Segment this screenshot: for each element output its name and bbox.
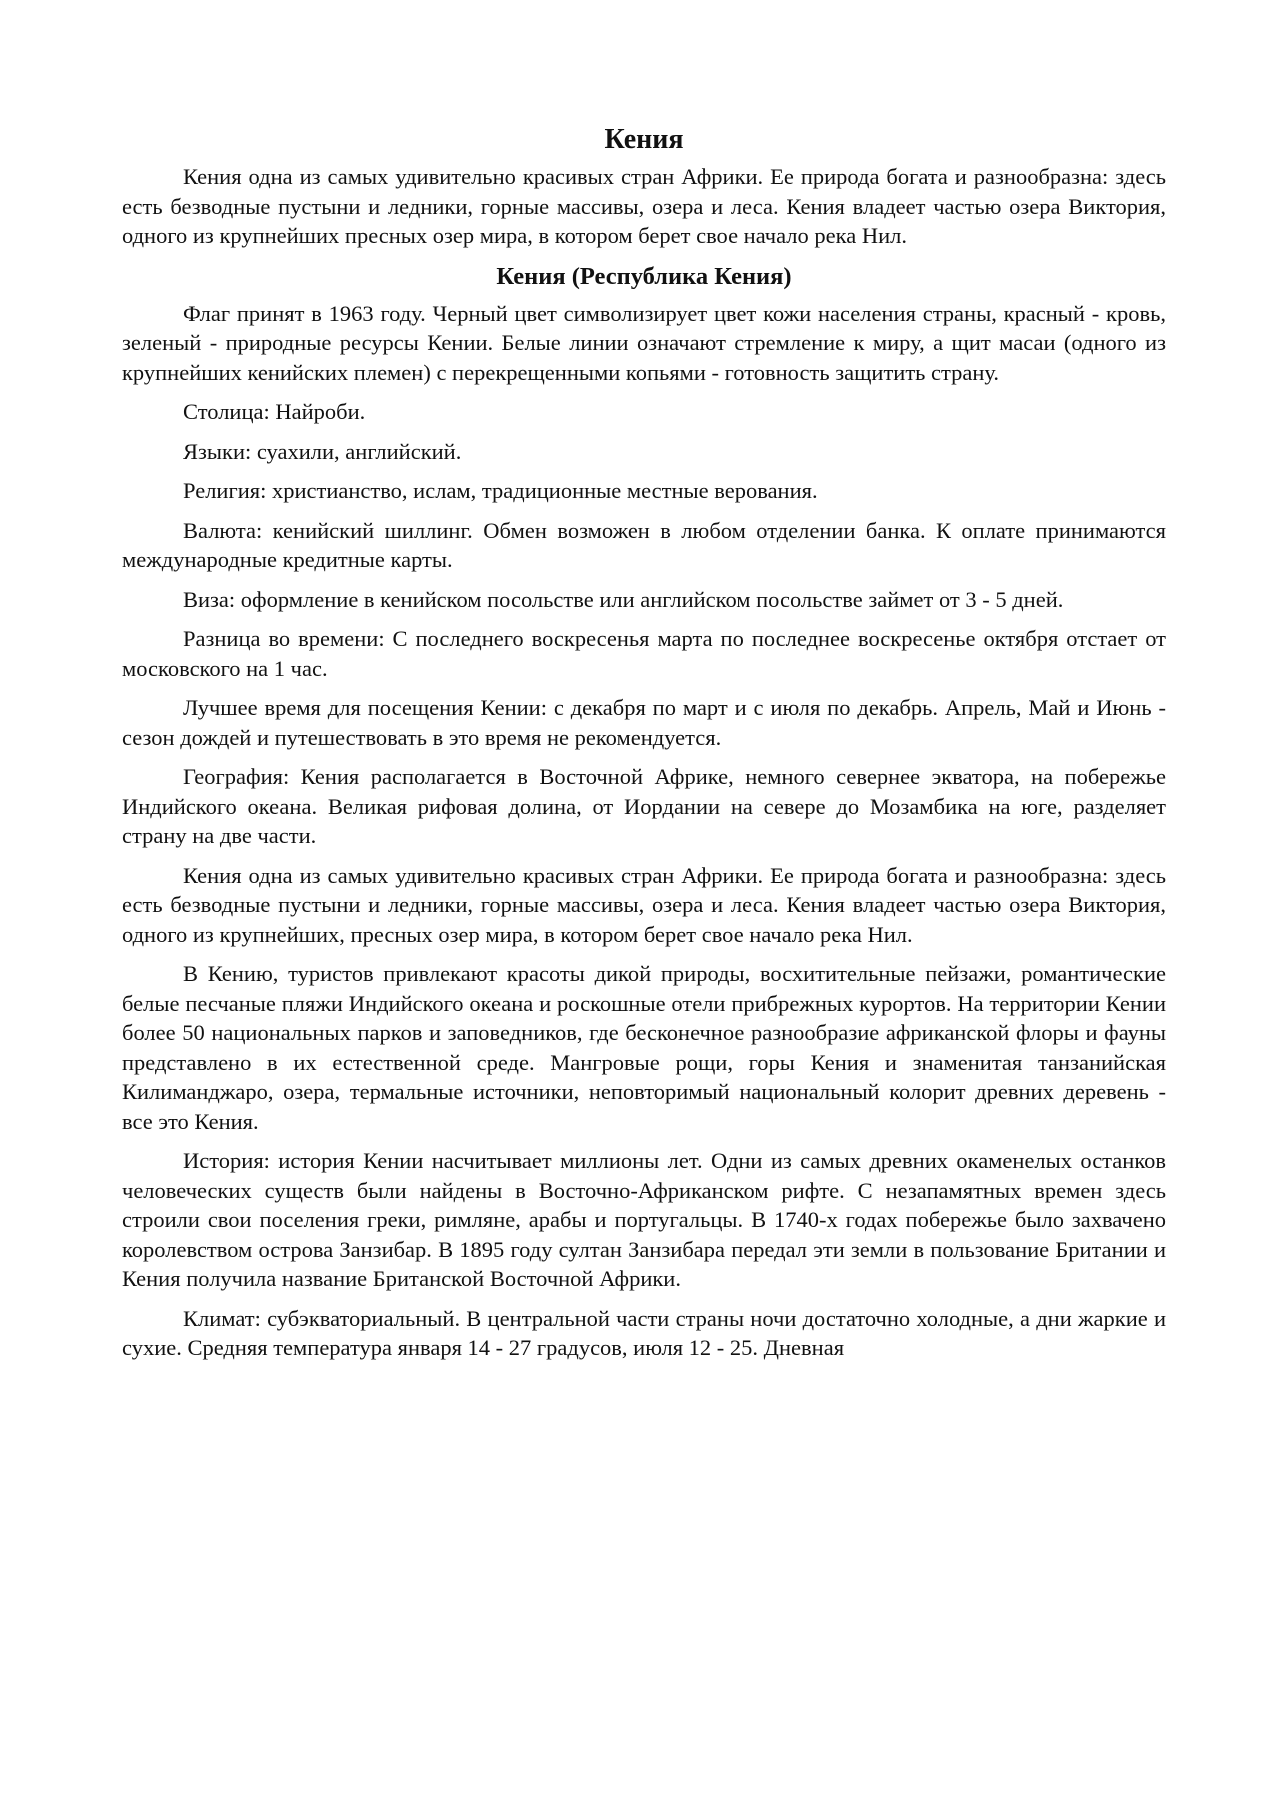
document-subtitle: Кения (Республика Кения): [496, 262, 792, 290]
paragraph-history: История: история Кении насчитывает миллионы лет. Одни из самых древних окаменелых останков человеческих существ были найдены в Восточно-Африканском рифте. С незапамятных времен здесь строили свои поселения греки, римляне, арабы и португальцы. В 1740-х годах побережье было захвачено королевством острова Занзибар. В 1895 году султан Занзибара передал эти земли в пользование Британии и Кения получила название Британской Восточной Африки.: [122, 1148, 1166, 1291]
document-title: Кения: [604, 124, 684, 155]
paragraph-time-difference: Разница во времени: С последнего воскресенья марта по последнее воскресенье октября отстает от московского на 1 час.: [122, 626, 1166, 681]
paragraph-languages: Языки: суахили, английский.: [183, 438, 462, 464]
paragraph-flag: Флаг принят в 1963 году. Черный цвет символизирует цвет кожи населения страны, красный - кровь, зеленый - природные ресурсы Кении. Белые линии означают стремление к миру, а щит масаи (одного из крупнейших кенийских племен) с перекрещенными копьями - готовность защитить страну.: [122, 300, 1166, 385]
paragraph-religion: Религия: христианство, ислам, традиционные местные верования.: [183, 478, 818, 503]
paragraph-visa: Виза: оформление в кенийском посольстве или английском посольстве займет от 3 - 5 дней.: [183, 586, 1064, 612]
paragraph-geography: География: Кения располагается в Восточной Африке, немного севернее экватора, на побережье Индийского океана. Великая рифовая долина, от Иордании на севере до Мозамбика на юге, разделяет страну на две части.: [122, 764, 1166, 848]
paragraph-climate: Климат: субэкваториальный. В центральной части страны ночи достаточно холодные, а дни жаркие и сухие. Средняя температура января 14 - 27 градусов, июля 12 - 25. Дневная: [122, 1305, 1166, 1360]
intro-paragraph: Кения одна из самых удивительно красивых стран Африки. Ее природа богата и разнообразна: здесь есть безводные пустыни и ледники, горные массивы, озера и леса. Кения владеет частью озера Виктория, одного из крупнейших пресных озер мира, в котором берет свое начало река Нил.: [122, 164, 1166, 248]
paragraph-currency: Валюта: кенийский шиллинг. Обмен возможен в любом отделении банка. К оплате принимаются международные кредитные карты.: [122, 517, 1166, 572]
paragraph-best-time: Лучшее время для посещения Кении: с декабря по март и с июля по декабрь. Апрель, Май и Июнь - сезон дождей и путешествовать в это время не рекомендуется.: [122, 695, 1166, 750]
paragraph-capital: Столица: Найроби.: [183, 399, 366, 424]
paragraph-tourism: В Кению, туристов привлекают красоты дикой природы, восхитительные пейзажи, романтические белые песчаные пляжи Индийского океана и роскошные отели прибрежных курортов. На территории Кении более 50 национальных парков и заповедников, где бесконечное разнообразие африканской флоры и фауны представлено в их естественной среде. Мангровые рощи, горы Кения и знаменитая танзанийская Килиманджаро, озера, термальные источники, неповторимый национальный колорит древних деревень - все это Кения.: [122, 961, 1166, 1134]
document-page: [122, 122, 1166, 1373]
paragraph-nature: Кения одна из самых удивительно красивых стран Африки. Ее природа богата и разнообразна: здесь есть безводные пустыни и ледники, горные массивы, озера и леса. Кения владеет частью озера Виктория, одного из крупнейших, пресных озер мира, в котором берет свое начало река Нил.: [122, 862, 1166, 947]
